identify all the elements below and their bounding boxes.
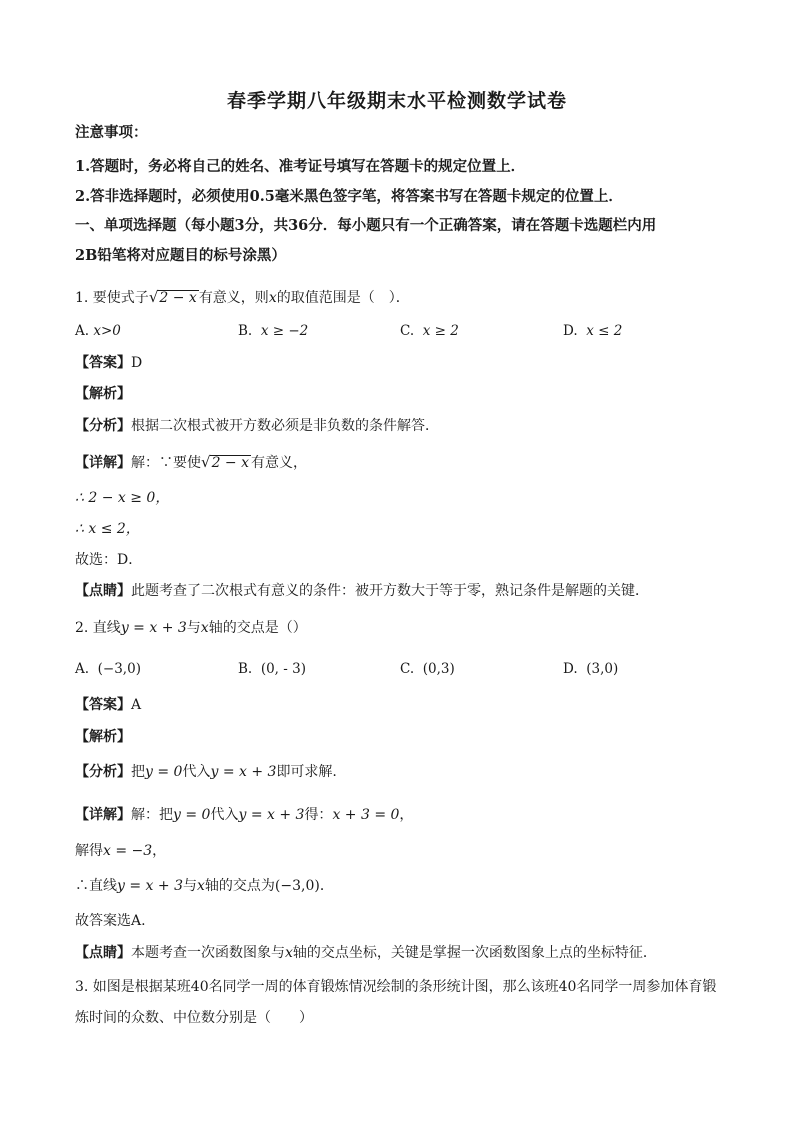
q2-equation-repeat: y = x + 3 bbox=[210, 764, 277, 780]
concl-a: ∴直线 bbox=[75, 878, 117, 894]
q1-dianjing bbox=[75, 581, 649, 601]
solve-end: ， bbox=[152, 843, 167, 859]
option-letter: A. bbox=[75, 661, 90, 677]
answer-tag: 【答案】 bbox=[75, 355, 131, 371]
solve-label: 解得 bbox=[75, 843, 103, 859]
dianjing-tag: 【点睛】 bbox=[75, 583, 131, 599]
q1-option-c bbox=[400, 321, 459, 341]
xiangjie-end: ， bbox=[399, 807, 414, 823]
q1-radicand-repeat: 2 − x bbox=[211, 455, 249, 471]
concl-b: 与 bbox=[182, 878, 197, 894]
q2-option-d bbox=[563, 659, 618, 679]
q2-equation: y = x + 3 bbox=[120, 620, 187, 636]
dianjing-a: 本题考查一次函数图象与 bbox=[131, 945, 285, 961]
option-text: (0,3) bbox=[422, 661, 455, 677]
option-text: x ≥ 2 bbox=[422, 323, 459, 339]
dianjing-b: 轴的交点坐标，关键是掌握一次函数图象上点的坐标特征． bbox=[292, 945, 657, 961]
option-text: (3,0) bbox=[586, 661, 619, 677]
q1-option-b bbox=[238, 321, 308, 341]
q1-option-a bbox=[75, 321, 121, 341]
q1-option-d bbox=[563, 321, 622, 341]
option-letter: B. bbox=[238, 323, 253, 339]
xiangjie-a: 解：把 bbox=[131, 807, 173, 823]
q2-fenxi bbox=[75, 762, 337, 782]
section-1-heading-cont: 2B铅笔将对应题目的标号涂黑） bbox=[75, 247, 286, 264]
note-1: 1.答题时，务必将自己的姓名、准考证号填写在答题卡的规定位置上． bbox=[75, 158, 526, 175]
q2-axis-repeat: x bbox=[196, 878, 205, 894]
q1-stem bbox=[75, 287, 410, 308]
q1-fenxi bbox=[75, 416, 439, 436]
q1-step-1: ∴ 2 − x ≥ 0， bbox=[75, 490, 170, 506]
option-letter: B. bbox=[238, 661, 253, 677]
option-letter: C. bbox=[400, 323, 415, 339]
fenxi-tag: 【分析】 bbox=[75, 418, 131, 434]
concl-end: ． bbox=[319, 878, 334, 894]
fenxi-tag: 【分析】 bbox=[75, 764, 131, 780]
concl-point: (−3,0) bbox=[274, 878, 320, 894]
q1-choose: 故选：D． bbox=[75, 552, 143, 568]
xiangjie-tag: 【详解】 bbox=[75, 807, 131, 823]
q2-option-a bbox=[75, 659, 141, 679]
q2-equation-repeat: y = x + 3 bbox=[117, 878, 183, 894]
dianjing-tag: 【点睛】 bbox=[75, 945, 131, 961]
option-letter: C. bbox=[400, 661, 415, 677]
q1-step-2: ∴ x ≤ 2， bbox=[75, 521, 140, 537]
q1-answer bbox=[75, 353, 142, 373]
q2-option-b bbox=[238, 659, 306, 679]
q3-stem-line-1: 3. 如图是根据某班40名同学一周的体育锻炼情况绘制的条形统计图，那么该班40名同学一周参加体育锻 bbox=[75, 979, 717, 995]
jiexi-tag: 【解析】 bbox=[75, 729, 131, 745]
q1-stem-pre: 1. 要使式子 bbox=[75, 290, 149, 306]
radical-sign: √ bbox=[201, 453, 211, 471]
q1-xiangjie bbox=[75, 452, 307, 473]
option-text: x ≤ 2 bbox=[586, 323, 623, 339]
q2-axis-repeat: x bbox=[285, 945, 293, 961]
option-text: x>0 bbox=[93, 323, 121, 339]
q2-choose: 故答案选A. bbox=[75, 913, 146, 929]
solve-eq: x = −3 bbox=[103, 843, 153, 859]
fenxi-c: 即可求解. bbox=[276, 764, 337, 780]
q3-stem-line-2: 炼时间的众数、中位数分别是（ ） bbox=[75, 1010, 313, 1026]
q2-equation-repeat: y = x + 3 bbox=[238, 807, 305, 823]
xiangjie-tag: 【详解】 bbox=[75, 455, 131, 471]
fenxi-text: 根据二次根式被开方数必须是非负数的条件解答． bbox=[131, 418, 439, 434]
xiangjie-c: 得： bbox=[304, 807, 333, 823]
dianjing-text: 此题考查了二次根式有意义的条件：被开方数大于等于零，熟记条件是解题的关键． bbox=[131, 583, 649, 599]
q2-dianjing bbox=[75, 943, 657, 963]
option-text: x ≥ −2 bbox=[260, 323, 309, 339]
section-1-heading: 一、单项选择题（每小题3分，共36分．每小题只有一个正确答案，请在答题卡选题栏内用 bbox=[75, 217, 657, 234]
answer-value: A bbox=[131, 697, 142, 713]
y-zero: y = 0 bbox=[145, 764, 183, 780]
q2-option-c bbox=[400, 659, 455, 679]
q2-axis: x bbox=[200, 620, 209, 636]
q2-jiexi bbox=[75, 727, 131, 747]
q2-stem-post: 轴的交点是（） bbox=[208, 620, 307, 636]
option-letter: A. bbox=[75, 323, 90, 339]
q2-stem-pre: 2. 直线 bbox=[75, 620, 121, 636]
note-2: 2.答非选择题时，必须使用0.5毫米黑色签字笔，将答案书写在答题卡规定的位置上． bbox=[75, 188, 623, 205]
q1-jiexi bbox=[75, 384, 131, 404]
option-letter: D. bbox=[563, 661, 578, 677]
xiangjie-eq: x + 3 = 0 bbox=[332, 807, 400, 823]
q1-var: x bbox=[268, 290, 277, 306]
option-text: (−3,0) bbox=[97, 661, 141, 677]
option-letter: D. bbox=[563, 323, 578, 339]
jiexi-tag: 【解析】 bbox=[75, 386, 131, 402]
xiangjie-b: 代入 bbox=[210, 807, 239, 823]
q2-conclusion bbox=[75, 876, 334, 896]
answer-tag: 【答案】 bbox=[75, 697, 131, 713]
option-text: (0, - 3) bbox=[260, 661, 306, 677]
q2-solve bbox=[75, 841, 166, 861]
fenxi-a: 把 bbox=[131, 764, 145, 780]
exam-title: 春季学期八年级期末水平检测数学试卷 bbox=[226, 90, 567, 112]
q2-stem-mid: 与 bbox=[186, 620, 201, 636]
y-zero-repeat: y = 0 bbox=[173, 807, 211, 823]
xiangjie-pre: 解：∵要使 bbox=[131, 455, 201, 471]
q1-stem-mid: 有意义，则 bbox=[198, 290, 269, 306]
answer-value: D bbox=[131, 355, 143, 371]
notes-heading: 注意事项： bbox=[75, 124, 148, 141]
fenxi-b: 代入 bbox=[182, 764, 211, 780]
q1-stem-post: 的取值范围是（ ）． bbox=[276, 290, 410, 306]
q1-radicand: 2 − x bbox=[159, 290, 197, 306]
q2-stem bbox=[75, 618, 307, 638]
q2-xiangjie bbox=[75, 805, 413, 825]
xiangjie-post: 有意义， bbox=[251, 455, 307, 471]
q2-answer bbox=[75, 695, 141, 715]
radical-sign: √ bbox=[148, 288, 159, 306]
concl-c: 轴的交点为 bbox=[204, 878, 275, 894]
